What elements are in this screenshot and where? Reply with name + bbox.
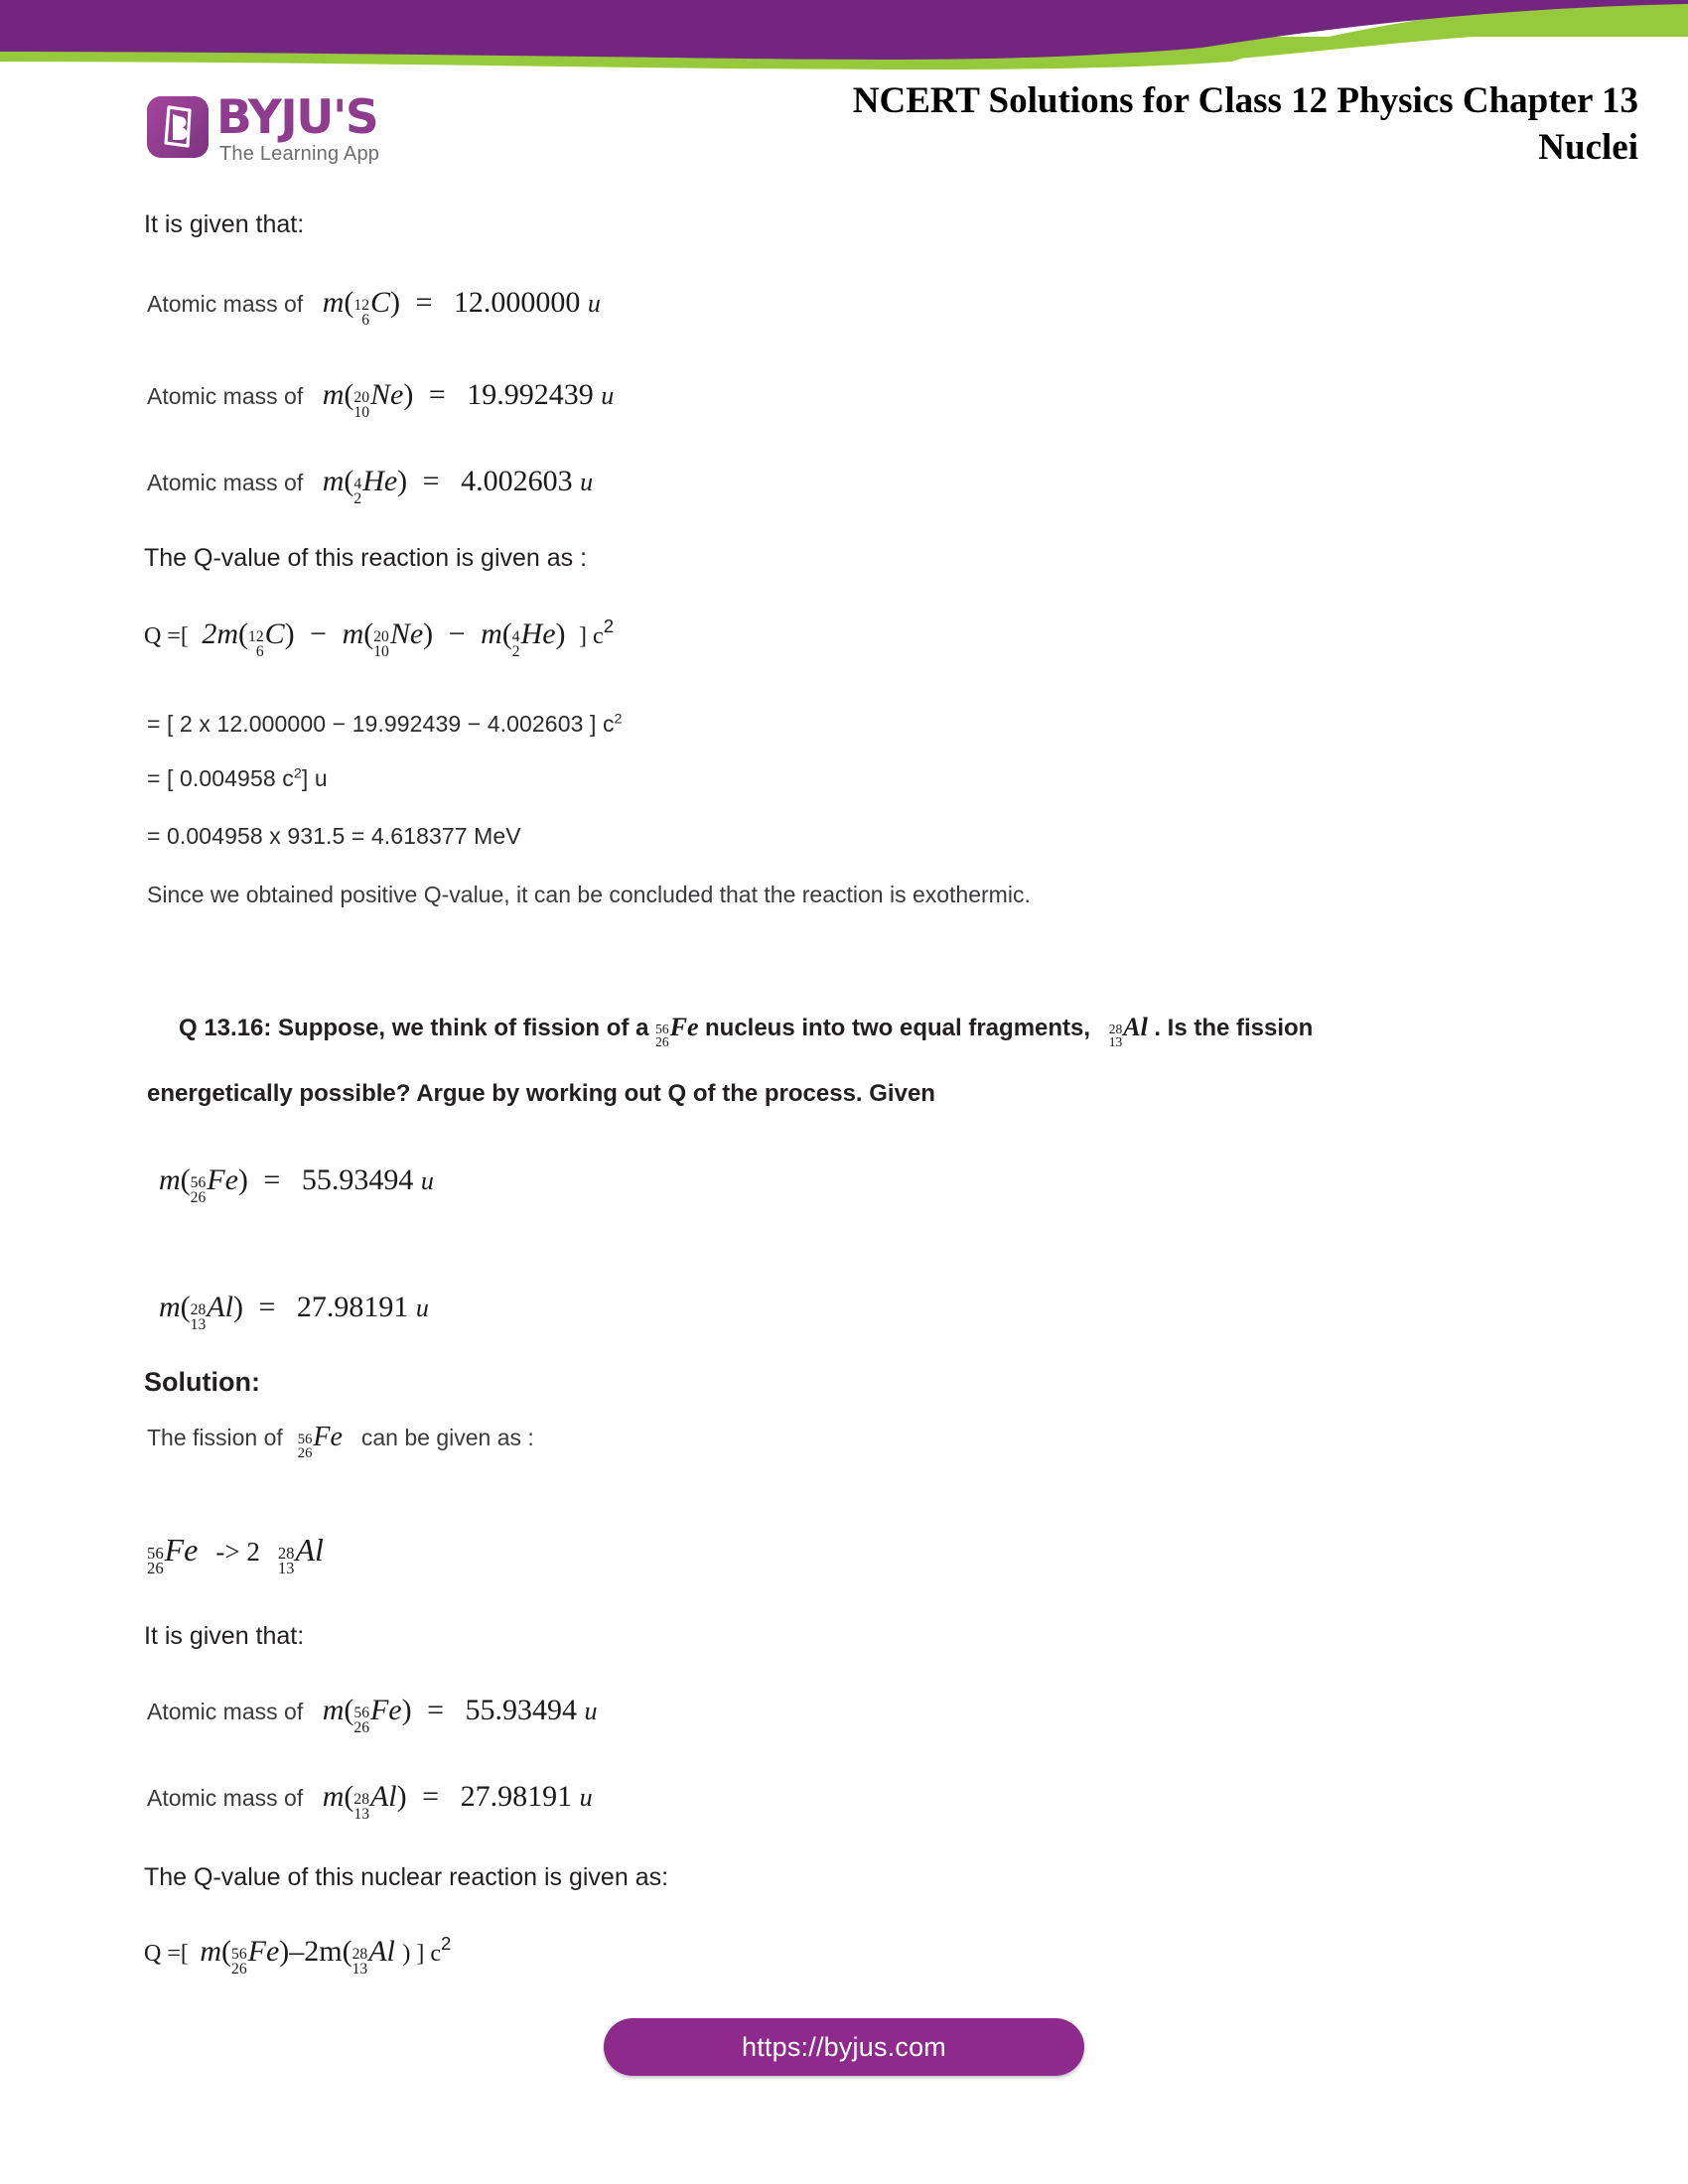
solution-qvalue-formula: Q =[ m( 56 26 Fe)–2m( 28 13 Al ) ] $c^2$ — [144, 1933, 452, 1978]
given-value-al: 27.98191 — [296, 1291, 409, 1323]
isotope-iron-56: 56 26 — [353, 1705, 369, 1736]
solution-mass-label-fe: Atomic mass of — [147, 1699, 304, 1724]
mass-label-carbon: Atomic mass of — [147, 291, 304, 317]
solution-qvalue-intro: The Q-value of this nuclear reaction is given as: — [144, 1863, 669, 1891]
element-symbol-al: Al — [1123, 1013, 1148, 1041]
isotope-carbon-12: 12 6 — [248, 628, 264, 660]
given-mass-iron: m( 56 26 Fe) = 55.93494 u — [159, 1163, 434, 1206]
mass-sym-helium: m — [322, 465, 345, 497]
element-symbol-al: Al — [207, 1291, 233, 1323]
element-symbol-ne: Ne — [369, 378, 404, 411]
q2-sym: m — [200, 1935, 222, 1968]
element-symbol-fe: Fe — [207, 1163, 238, 1196]
given-value-fe: 55.93494 — [301, 1163, 414, 1196]
element-symbol-al: Al — [369, 1780, 397, 1813]
element-symbol-fe: Fe — [369, 1694, 402, 1726]
solution-unit-al: u — [579, 1783, 593, 1812]
isotope-aluminium-28: 28 13 — [353, 1791, 369, 1823]
isotope-aluminium-28: 28 13 — [352, 1946, 368, 1978]
given-sym-fe: m — [159, 1163, 181, 1196]
isotope-aluminium-28: 28 13 — [190, 1301, 207, 1333]
equals-sign: = — [427, 1694, 445, 1726]
c-squared-exponent: 2 — [603, 615, 615, 636]
solution-mass-iron: Atomic mass of m( 56 26 Fe) = 55.93494 u — [147, 1694, 598, 1736]
byjus-tagline: The Learning App — [219, 143, 380, 165]
question-tail-text: . Is the fission — [1154, 1015, 1314, 1041]
element-symbol-al: Al — [368, 1935, 395, 1968]
byjus-url-label: https://byjus.com — [742, 2032, 946, 2062]
equals-sign: = — [258, 1291, 276, 1323]
mass-line-helium: Atomic mass of m( 4 2 He) = 4.002603 u — [147, 465, 594, 507]
element-symbol-c: C — [369, 286, 390, 319]
minus-sign: − — [310, 617, 328, 650]
isotope-helium-4: 4 2 — [511, 628, 520, 660]
isotope-carbon-12: 12 6 — [353, 297, 369, 329]
equals-sign: = — [428, 378, 446, 411]
page-title-line2: Nuclei — [1538, 127, 1638, 169]
isotope-neon-20: 20 10 — [353, 389, 369, 421]
solution-value-fe: 55.93494 — [465, 1694, 578, 1726]
mass-sym-neon: m — [322, 378, 345, 411]
q-coefficient: 2m — [202, 617, 239, 650]
c-squared-exponent: 2 — [441, 1933, 452, 1954]
calc-line-1 — [147, 711, 623, 738]
calc-line-3: = 0.004958 x 931.5 = 4.618377 MeV — [147, 823, 521, 849]
given-intro-2: It is given that: — [144, 1622, 305, 1650]
c-squared-exponent: 2 — [614, 711, 623, 728]
equals-sign: = — [263, 1163, 281, 1196]
solution-mass-label-al: Atomic mass of — [147, 1785, 304, 1811]
page-title — [616, 77, 1638, 172]
isotope-iron-56: 56 26 — [147, 1543, 164, 1578]
mass-unit-helium: u — [580, 468, 594, 496]
solution-heading: Solution: — [144, 1367, 260, 1397]
fission-intro-text-a: The fission of — [147, 1425, 283, 1450]
mass-label-neon: Atomic mass of — [147, 383, 304, 409]
element-symbol-fe: Fe — [669, 1013, 699, 1041]
mass-value-neon: 19.992439 — [467, 378, 594, 411]
given-unit-al: u — [415, 1294, 429, 1322]
q2-middle: )–2m — [279, 1935, 343, 1968]
q2-suffix: ) ] c — [402, 1941, 441, 1967]
byjus-logo — [147, 90, 445, 166]
isotope-helium-4: 4 2 — [353, 476, 362, 507]
mass-unit-neon: u — [601, 381, 615, 410]
q-suffix: ] c — [579, 623, 604, 649]
byjus-url-button[interactable] — [604, 2018, 1084, 2076]
reaction-arrow: -> 2 — [215, 1537, 260, 1567]
isotope-aluminium-28: 28 13 — [1108, 1022, 1123, 1049]
element-symbol-he: He — [362, 465, 398, 497]
element-symbol-fe: Fe — [164, 1532, 199, 1568]
c-squared-exponent: 2 — [293, 765, 302, 782]
minus-sign: − — [448, 617, 466, 650]
element-symbol-al: Al — [295, 1532, 324, 1568]
question-13-16-line2: energetically possible? Argue by working out Q of the process. Given — [147, 1080, 935, 1107]
q-prefix: Q =[ — [144, 623, 189, 649]
solution-unit-fe: u — [584, 1697, 598, 1725]
isotope-iron-56: 56 26 — [655, 1022, 669, 1049]
mass-sym-carbon: m — [322, 286, 345, 319]
page-title-line1: NCERT Solutions for Class 12 Physics Chapter 13 — [852, 80, 1638, 121]
question-13-16-line1 — [179, 1013, 1313, 1048]
mass-unit-carbon: u — [587, 289, 601, 318]
conclusion-text: Since we obtained positive Q-value, it can be concluded that the reaction is exothermic. — [147, 882, 1031, 907]
fission-intro — [147, 1422, 534, 1460]
question-mid-text: nucleus into two equal fragments, — [705, 1015, 1091, 1041]
isotope-neon-20: 20 10 — [373, 628, 389, 660]
byjus-wordmark: BYJU'S — [216, 90, 378, 145]
equals-sign: = — [422, 1780, 440, 1813]
header-decoration — [0, 0, 1688, 89]
element-symbol-fe: Fe — [247, 1935, 280, 1968]
equals-sign: = — [415, 286, 433, 319]
calc-line-2-text-a: = [ 0.004958 c — [147, 765, 294, 791]
mass-value-helium: 4.002603 — [461, 465, 573, 497]
fission-reaction — [147, 1532, 324, 1577]
q2-prefix: Q =[ — [144, 1941, 189, 1967]
isotope-iron-56: 56 26 — [231, 1946, 247, 1978]
isotope-iron-56: 56 26 — [190, 1174, 207, 1206]
given-sym-al: m — [159, 1291, 181, 1323]
mass-line-neon: Atomic mass of m( 20 10 Ne) = 19.992439 u — [147, 378, 615, 421]
given-intro-1: It is given that: — [144, 210, 305, 238]
solution-sym-fe: m — [322, 1694, 345, 1726]
element-symbol-fe: Fe — [313, 1422, 343, 1452]
given-mass-aluminium: m( 28 13 Al) = 27.98191 u — [159, 1291, 429, 1333]
solution-sym-al: m — [322, 1780, 345, 1813]
mass-label-helium: Atomic mass of — [147, 470, 304, 495]
mass-value-carbon: 12.000000 — [453, 286, 581, 319]
given-unit-fe: u — [420, 1166, 434, 1195]
solution-mass-aluminium: Atomic mass of m( 28 13 Al) = 27.98191 u — [147, 1780, 593, 1823]
mass-line-carbon: Atomic mass of m( 12 6 C) = 12.000000 u — [147, 286, 601, 329]
qvalue-intro: The Q-value of this reaction is given as : — [144, 544, 588, 572]
isotope-aluminium-28: 28 13 — [277, 1543, 295, 1578]
calc-line-2 — [147, 765, 328, 792]
calc-line-2-text-b: ] u — [301, 765, 328, 791]
qvalue-formula: Q =[ 2m( 12 6 C) − m( 20 10 Ne) − m( 4 2 He) ] $c^2$ — [144, 615, 615, 660]
byjus-logo-mark-icon — [147, 96, 209, 158]
calc-line-1-text: = [ 2 x 12.000000 − 19.992439 − 4.002603 ] c — [147, 711, 615, 737]
equals-sign: = — [422, 465, 440, 497]
question-label: Q 13.16: Suppose, we think of fission of a — [179, 1015, 649, 1041]
solution-value-al: 27.98191 — [460, 1780, 573, 1813]
isotope-iron-56: 56 26 — [297, 1432, 313, 1461]
fission-intro-text-b: can be given as : — [360, 1425, 534, 1450]
